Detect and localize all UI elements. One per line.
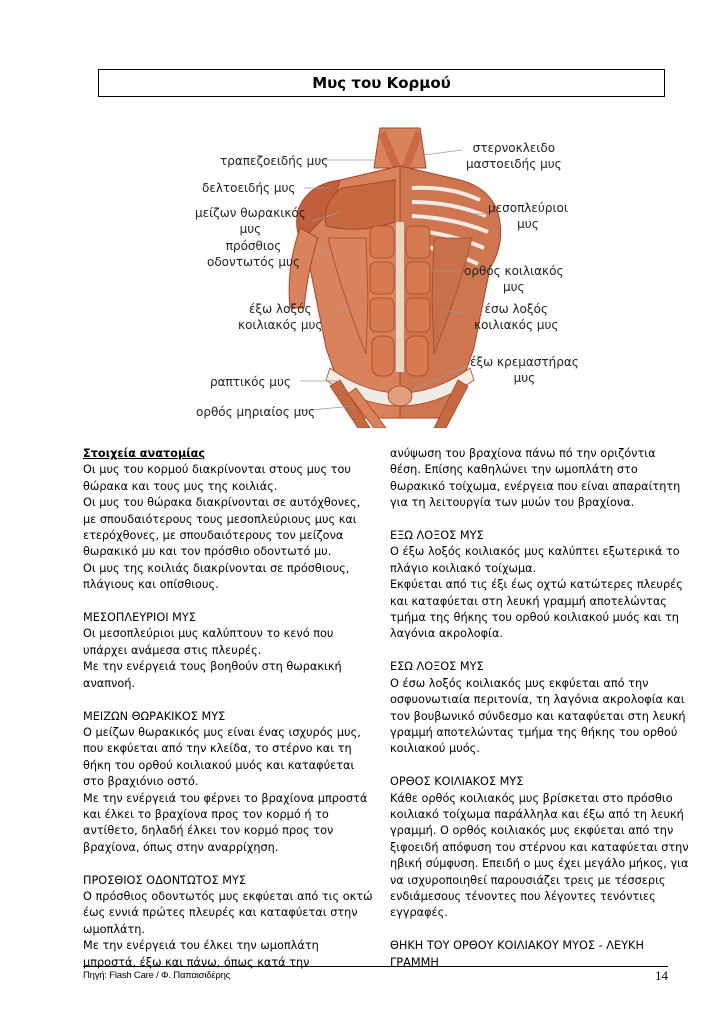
title-box xyxy=(98,69,665,97)
label-sternocleidomastoid xyxy=(466,140,562,172)
label-intercostal xyxy=(488,200,568,232)
label-sartorius: ραπτικός μυς xyxy=(210,375,291,389)
page-title: Μυς του Κορμού xyxy=(312,74,451,92)
right-column xyxy=(390,446,690,971)
cremaster xyxy=(388,386,412,406)
anatomy-heading: Στοιχεία ανατομίας xyxy=(83,447,206,460)
left-column-text: Οι μυς του κορμού διακρίνονται στους μυς του θώρακα και τους μυς της κοιλιάς. Οι μυς του θώρακα διακρίνονται σε αυτόχθονες, με σπουδαιότερους τους μεσοπλεύριους μυς και ετερόχθονες, με σπουδαιότερους τον μείζονα θωρακικό μυ και τον πρόσθιο οδοντωτό μυ. Οι μυς της κοιλιάς διακρίνονται σε πρόσθιους, πλάγιους και οπίσθιους. ΜΕΣΟΠΛΕΥΡΙΟΙ ΜΥΣ Οι μεσοπλεύριοι μυς καλύπτουν το κενό που υπάρχει ανάμεσα στις πλευρές. Με την ενέργειά τους βοηθούν στη θωρακική αναπνοή. ΜΕΙΖΩΝ ΘΩΡΑΚΙΚΟΣ ΜΥΣ Ο μείζων θωρακικός μυς είναι ένας ισχυρός μυς, που εκφύεται από την κλείδα, το στέρνο και τη θήκη του ορθού κοιλιακού μυός και καταφύεται στο βραχιόνιο οστό. Με την ενέργειά του φέρνει το βραχίονα μπροστά και έλκει το βραχίονα προς τον κορμό ή το αντίθετο, δηλαδή έλκει τον κορμό προς τον βραχίονα, όπως στην αναρρίχηση. ΠΡΟΣΘΙΟΣ ΟΔΟΝΤΩΤΟΣ ΜΥΣ Ο πρόσθιος οδοντωτός μυς εκφύεται από τις οκτώ έως εννιά πρώτες πλευρές και καταφύεται στην ωμοπλάτη. Με την ενέργειά του έλκει την ωμοπλάτη μπροστά, έξω και πάνω, όπως κατά την xyxy=(83,463,373,969)
label-ext-oblique-line1: έξω λοξός xyxy=(248,302,312,316)
label-intercostal-line2: μυς xyxy=(517,217,539,231)
label-serratus-line1: πρόσθιος xyxy=(225,239,282,253)
label-ext-oblique-line2: κοιλιακός μυς xyxy=(238,318,323,332)
left-column xyxy=(83,446,373,971)
label-pectoralis-line2: μυς xyxy=(239,222,262,236)
label-rectus-abd-line2: μυς xyxy=(502,280,525,294)
label-intercostal-line1: μεσοπλεύριοι xyxy=(488,201,568,215)
linea-alba xyxy=(396,222,404,372)
label-deltoid: δελτοειδής μυς xyxy=(202,181,296,195)
label-scm-line2: μαστοειδής μυς xyxy=(466,157,562,171)
label-pectoralis xyxy=(195,205,306,237)
label-serratus xyxy=(207,238,300,270)
anatomy-figure xyxy=(190,118,600,428)
label-serratus-line2: οδοντωτός μυς xyxy=(207,255,301,269)
label-cremaster-line2: μυς xyxy=(513,371,536,385)
label-int-oblique-line1: έσω λοξός xyxy=(484,302,548,316)
label-pectoralis-line1: μείζων θωρακικός xyxy=(195,206,306,220)
label-external-oblique xyxy=(238,301,322,333)
label-trapezius: τραπεζοειδής μυς xyxy=(220,154,329,168)
page-footer xyxy=(83,966,668,985)
label-rectus-femoris: ορθός μηριαίος μυς xyxy=(196,405,316,419)
label-scm-line1: στερνοκλειδο xyxy=(472,141,556,155)
label-cremaster-line1: έξω κρεμαστήρας xyxy=(470,355,579,369)
label-rectus-abd-line1: ορθός κοιλιακός xyxy=(464,264,564,278)
right-column-text: ανύψωση του βραχίονα πάνω πό την οριζόντια θέση. Επίσης καθηλώνει την ωμοπλάτη στο θωρακικό τοίχωμα, ενέργεια που είναι απαραίτητη για τη λειτουργία των μυών του βραχίονα. ΕΞΩ ΛΟΞΟΣ ΜΥΣ Ο έξω λοξός κοιλιακός μυς καλύπτει εξωτερικά το πλάγιο κοιλιακό τοίχωμα. Εκφύεται από τις έξι έως οχτώ κατώτερες πλευρές και καταφύεται στη λευκή γραμμή αποτελώντας τμήμα της θήκης του ορθού κοιλιακού μυός και τη λαγόνια ακρολοφία. ΕΣΩ ΛΟΞΟΣ ΜΥΣ Ο έσω λοξός κοιλιακός μυς εκφύεται από την οσφυονωτιαία περιτονία, τη λαγόνια ακρολοφία και τον βουβωνικό σύνδεσμο και καταφύεται στη λευκή γραμμή αποτελώντας τμήμα της θήκης του ορθού κοιλιακού μυός. ΟΡΘΟΣ ΚΟΙΛΙΑΚΟΣ ΜΥΣ Κάθε ορθός κοιλιακός μυς βρίσκεται στο πρόσθιο κοιλιακό τοίχωμα παράλληλα και έξω από τη λευκή γραμμή. Ο ορθός κοιλιακός μυς εκφύεται από την ξιφοειδή απόφυση του στέρνου και καταφύεται στην ηβική σύμφυση. Επειδή ο μυς έχει μεγάλο μήκος, για να ισχυροποιηθεί παρουσιάζει τρεις με τέσσερις ενδιάμεσους τένοντες που λέγοντες τενόντιες εγγραφές. ΘΗΚΗ ΤΟΥ ΟΡΘΟΥ ΚΟΙΛΙΑΚΟΥ ΜΥΟΣ - ΛΕΥΚΗ ΓΡΑΜΜΗ xyxy=(390,447,689,969)
label-rectus-abdominis xyxy=(464,263,564,295)
label-internal-oblique xyxy=(474,301,558,333)
label-int-oblique-line2: κοιλιακός μυς xyxy=(474,318,559,332)
source-credit: Πηγή: Flash Care / Φ. Παπαισιδέρης xyxy=(83,970,231,981)
label-cremaster xyxy=(470,354,579,386)
page-number: 14 xyxy=(655,968,668,983)
